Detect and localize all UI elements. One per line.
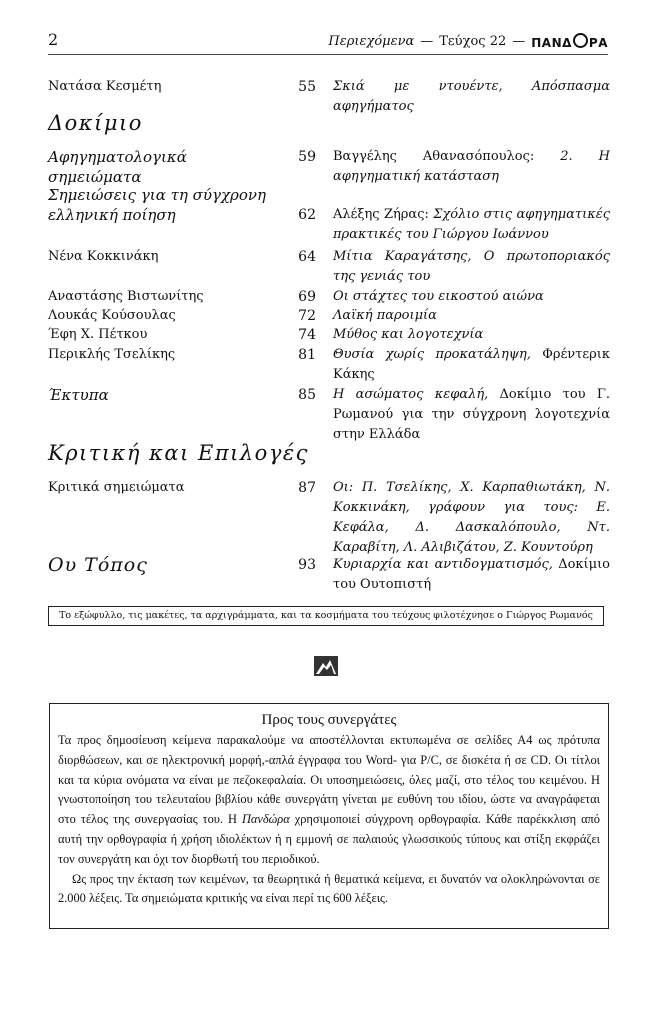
toc-author: Περικλής Τσελίκης: [48, 347, 176, 362]
toc-title-author: Δοκίμιο του Γ. Ρωμανού για την σύγχρονη λογοτεχνία στην Ελλάδα: [333, 387, 610, 442]
toc-title-author: Αλέξης Ζήρας:: [333, 207, 434, 222]
notice-text: χρησιμοποιεί σύγχρονη ορθογραφία. Κάθε παρέκκλιση από αυτή την ορθογραφία ή χρήση ιδιολέκτων ή η εμμονή σε παλαιούς γλωσσικούς τύπους και στίξη εκφράζει τον συνεργάτη και όχι τον διορθωτή του περιοδικού.: [58, 812, 601, 866]
toc-author: Νένα Κοκκινάκη: [48, 249, 159, 264]
notice-paragraph: Ως προς την έκταση των κειμένων, τα θεωρητικά ή θεματικά κείμενα, ει δυνατόν να ολοκληρώνονται σε 2.000 λέξεις. Τα σημειώματα κριτικής να είναι περί τις 600 λέξεις.: [58, 871, 600, 906]
header-separator-2: —: [512, 33, 526, 49]
toc-page: 85: [298, 387, 316, 403]
toc-author: Σημειώσεις για τη σύγχρονη ελληνική ποίηση: [48, 186, 267, 224]
toc-title: Μίτια Καραγάτσης, Ο πρωτοποριακός της γενιάς του: [333, 249, 610, 284]
cover-credits: Το εξώφυλλο, τις μακέτες, τα αρχιγράμματα, και τα κοσμήματα του τεύχους φιλοτέχνησε ο Γιώργος Ρωμανός: [48, 606, 604, 626]
contributors-notice: [49, 703, 609, 929]
toc-title-author: Βαγγέλης Αθανασόπουλος:: [333, 149, 561, 164]
toc-author: Νατάσα Κεσμέτη: [48, 79, 162, 94]
toc-title-work: Η ασώματος κεφαλή,: [333, 387, 500, 402]
ornament-icon: [313, 655, 339, 677]
brand-left: ΠΑΝΔ: [531, 36, 572, 50]
toc-page: 59: [298, 149, 316, 165]
brand-logo: [531, 32, 608, 50]
toc-title-work: Θυσία χωρίς προκατάληψη,: [333, 347, 543, 362]
running-title: Περιεχόμενα: [328, 33, 415, 49]
notice-paragraph: [58, 731, 600, 870]
toc-author: Κριτικά σημειώματα: [48, 480, 185, 495]
toc-author: Ου Τόπος: [48, 554, 148, 576]
toc-title: [333, 345, 610, 385]
toc-page: 93: [298, 557, 316, 573]
notice-title: Προς τους συνεργάτες: [261, 712, 397, 728]
magazine-name: Πανδώρα: [241, 812, 290, 827]
issue-number: Τεύχος 22: [439, 33, 507, 49]
toc-page: 62: [298, 207, 316, 223]
toc-author: Λουκάς Κούσουλας: [48, 308, 176, 323]
toc-title-author: Φρέντερικ Κάκης: [333, 347, 610, 382]
page-number: 2: [48, 30, 59, 49]
toc-title: Μύθος και λογοτεχνία: [333, 327, 484, 342]
toc-title: [333, 555, 610, 595]
toc-page: 74: [298, 327, 316, 343]
toc-title: Οι στάχτες του εικοστού αιώνα: [333, 289, 544, 304]
toc-author: Αναστάσης Βιστωνίτης: [48, 289, 204, 304]
brand-right: ΡΑ: [588, 36, 608, 50]
toc-title: Σκιά με ντουέντε, Απόσπασμα αφηγήματος: [333, 79, 610, 114]
toc-title-author: Δοκίμιο του Ουτοπιστή: [333, 557, 610, 592]
toc-author: Έφη Χ. Πέτκου: [48, 327, 148, 342]
toc-author: Έκτυπα: [48, 386, 109, 404]
toc-title: Λαϊκή παροιμία: [333, 308, 437, 323]
toc-page: 64: [298, 249, 316, 265]
logo-o-icon: [573, 33, 588, 48]
toc-title-work: Κυριαρχία και αντιδογματισμός,: [333, 557, 559, 572]
toc-page: 69: [298, 289, 316, 305]
toc-title: [333, 147, 610, 187]
toc-page: 55: [298, 79, 316, 95]
toc-page: 81: [298, 347, 316, 363]
toc-title: [333, 205, 610, 245]
toc-page: 72: [298, 308, 316, 324]
page-header: [48, 30, 608, 55]
toc-title: [333, 385, 610, 445]
toc-author: Αφηγηματολογικά σημειώματα: [48, 148, 187, 186]
toc-title-work: 2. Η αφηγηματική κατάσταση: [333, 149, 610, 184]
toc-title: Οι: Π. Τσελίκης, Χ. Καρπαθιωτάκη, Ν. Κοκκινάκη, γράφουν για τους: Ε. Κεφάλα, Δ. Δασκαλόπουλο, Ντ. Καραβίτη, Λ. Αλιβιζάτου, Ζ. Κουντούρη: [333, 480, 610, 555]
header-separator: —: [420, 33, 434, 49]
notice-text: Τα προς δημοσίευση κείμενα παρακαλούμε να αποστέλλονται εκτυπωμένα σε σελίδες Α4 ως πρότυπα διορθώσεων, και σε ηλεκτρονική μορφή,-απλά έγγραφα του Word- για P/C, σε δισκέτα ή σε CD. Οι τίτλοι και τα κύρια ονόματα να είναι με πεζοκεφαλαία. Οι υποσημειώσεις, όλες μαζί, στο τέλος του κειμένου. Η γνωστοποίηση του τελευταίου βιβλίου κάθε συνεργάτη γίνεται με ευθύνη του ιδίου, ώστε να αναγράφεται στο τέλος της συνεργασίας του. Η: [58, 733, 600, 827]
toc-title-work: Σχόλιο στις αφηγηματικές πρακτικές του Γιώργου Ιωάννου: [333, 207, 610, 242]
section-heading-essay: Δοκίμιο: [48, 111, 143, 135]
toc-page: 87: [298, 480, 316, 496]
section-heading-criticism: Κριτική και Επιλογές: [48, 441, 309, 465]
running-header: [328, 32, 608, 50]
